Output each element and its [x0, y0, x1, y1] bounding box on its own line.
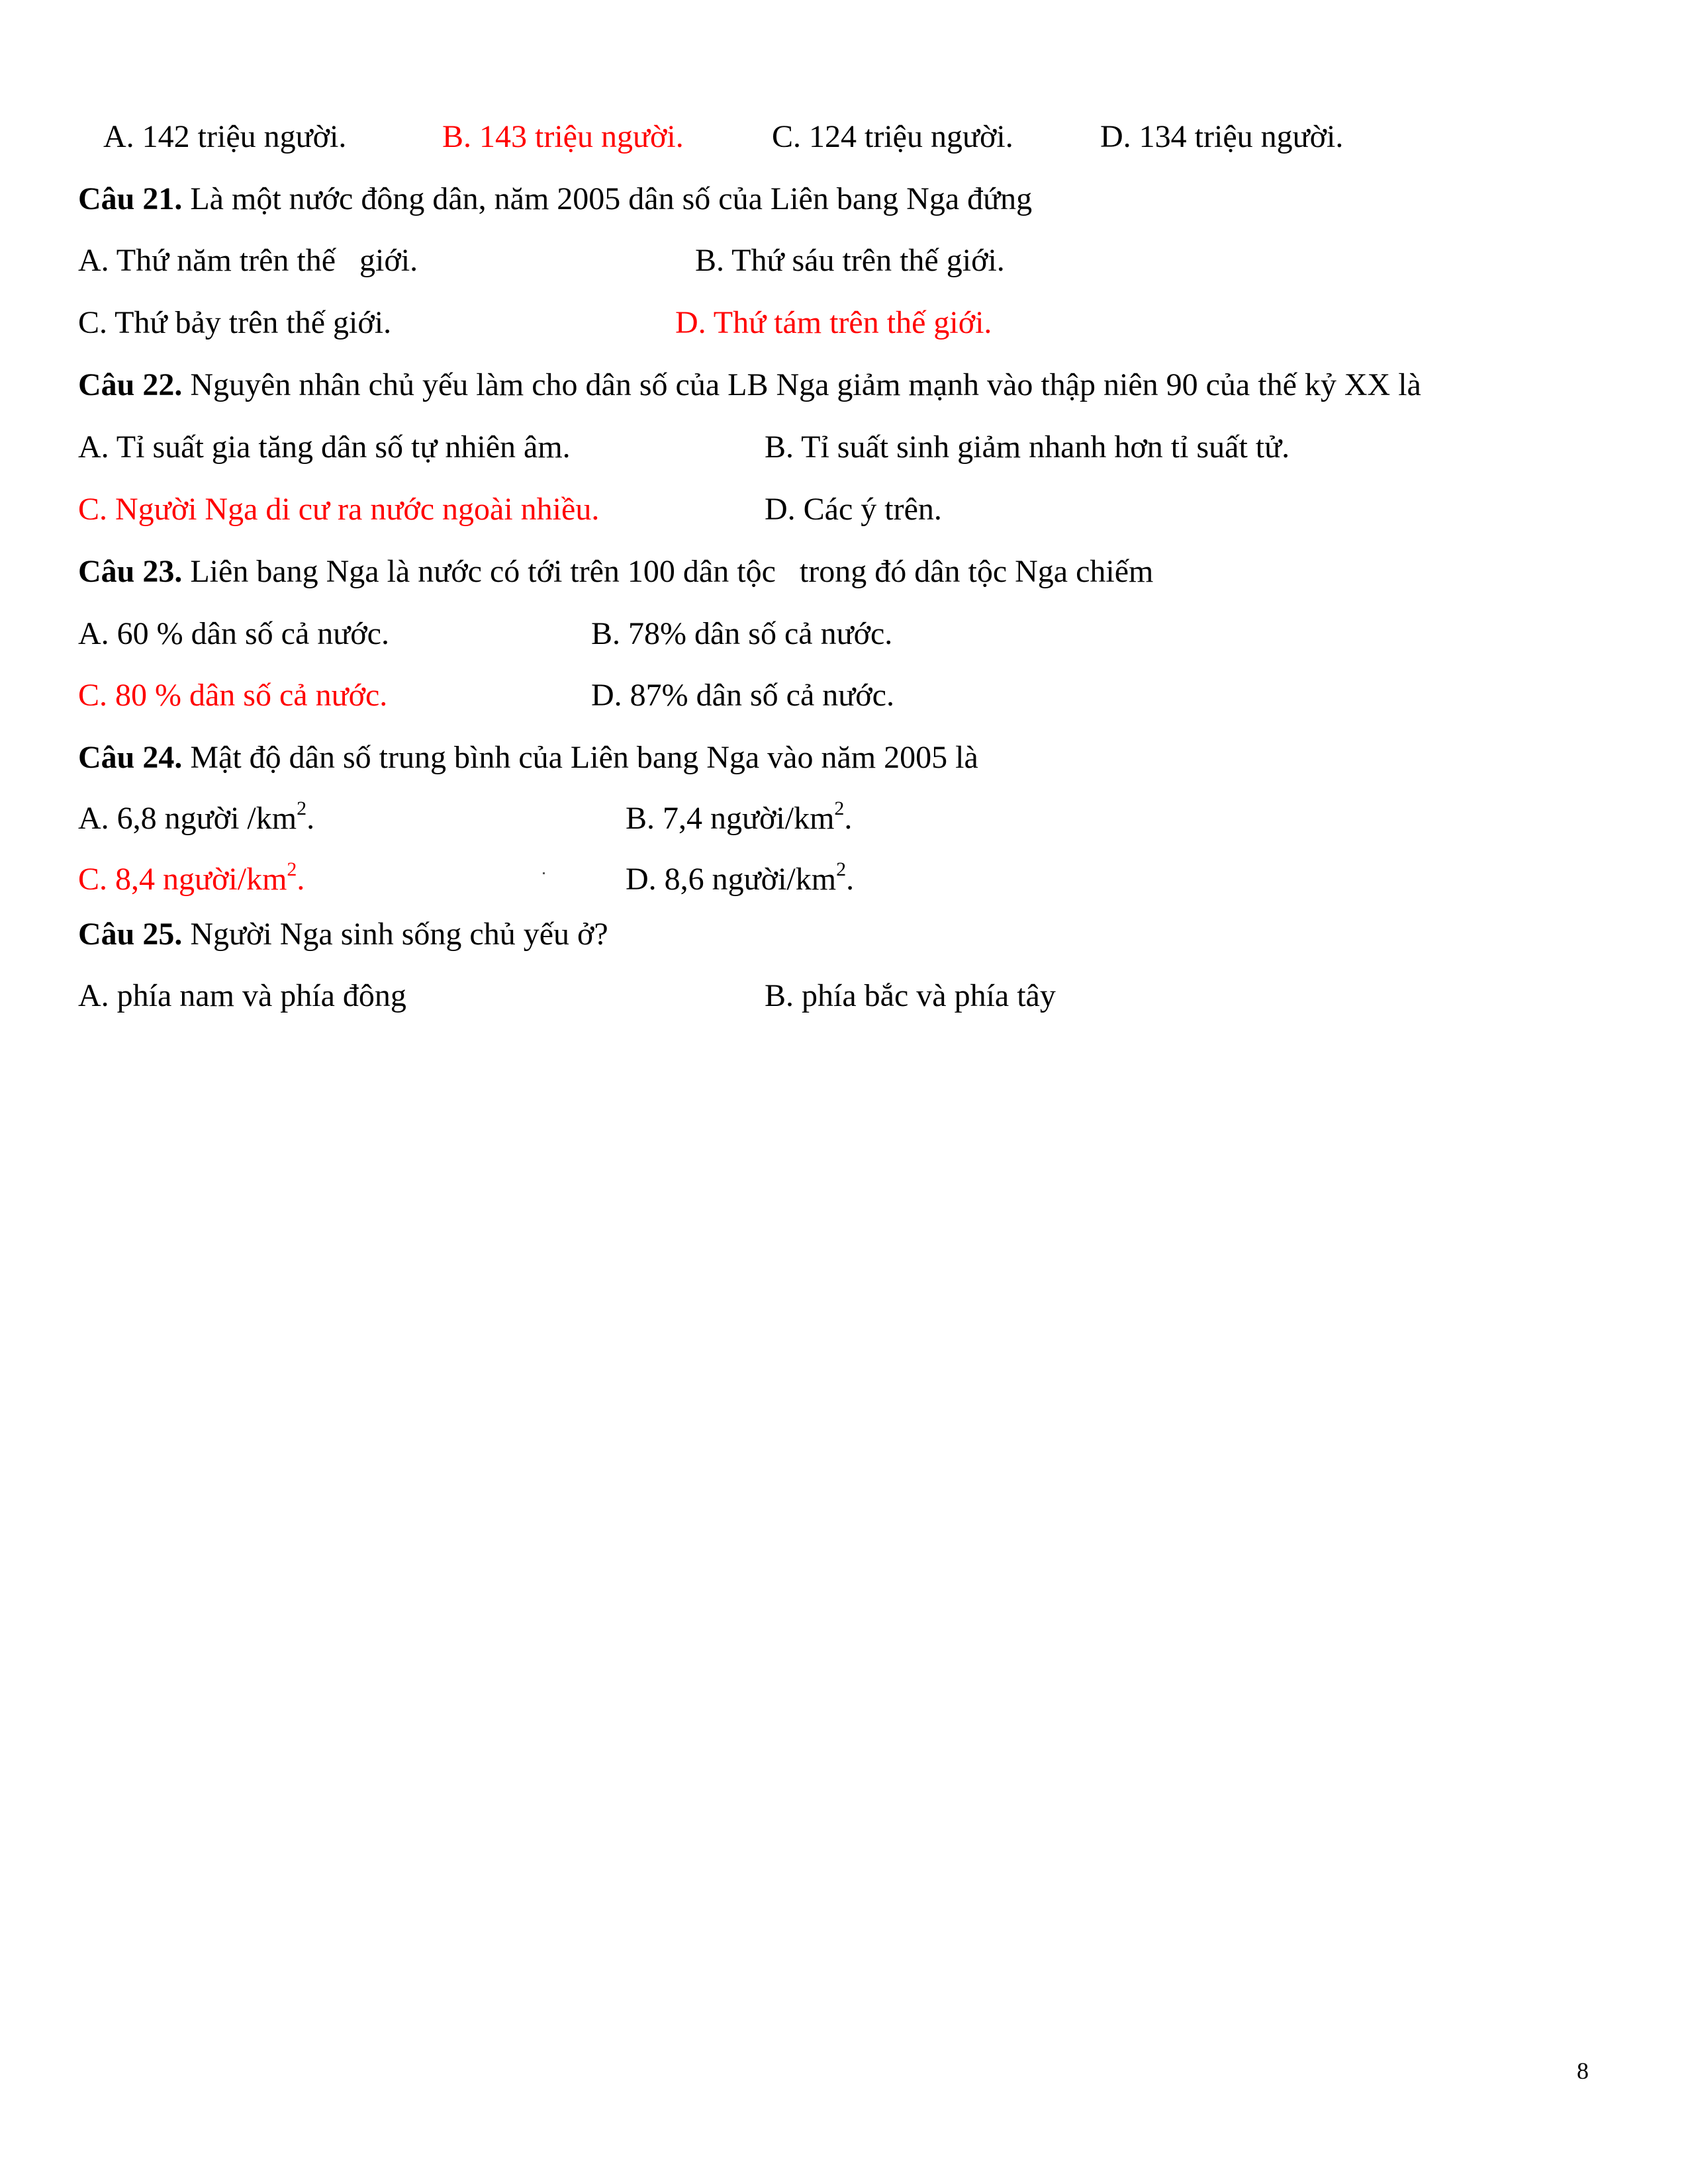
- q22-option-b: B. Tỉ suất sinh giảm nhanh hơn tỉ suất tử.: [765, 430, 1290, 465]
- q21-label: Câu 21.: [78, 181, 183, 216]
- q21-option-a: A. Thứ năm trên thế giới.: [78, 243, 418, 278]
- q21-option-b: B. Thứ sáu trên thế giới.: [695, 243, 1005, 278]
- q25-text: Người Nga sinh sống chủ yếu ở?: [182, 917, 608, 952]
- q23-option-a: A. 60 % dân số cả nước.: [78, 616, 389, 651]
- q25-stem: [78, 911, 608, 958]
- q20-option-b-correct: B. 143 triệu người.: [442, 119, 684, 154]
- q24-option-b-text: B. 7,4 người/km: [626, 801, 835, 836]
- q25-option-a: A. phía nam và phía đông: [78, 978, 406, 1013]
- q23-stem: [78, 549, 1153, 595]
- q22-option-a: A. Tỉ suất gia tăng dân số tự nhiên âm.: [78, 430, 571, 465]
- page-number: 8: [1577, 2058, 1589, 2084]
- q24-label: Câu 24.: [78, 740, 183, 775]
- q22-stem: [78, 362, 1421, 408]
- q21-option-c: C. Thứ bảy trên thế giới.: [78, 305, 392, 340]
- q24-option-d: [626, 856, 854, 903]
- q24-option-a-exponent: 2: [297, 797, 307, 819]
- q25-label: Câu 25.: [78, 917, 183, 952]
- q24-option-c-text: C. 8,4 người/km: [78, 862, 287, 897]
- q24-option-d-end: .: [846, 862, 855, 897]
- q22-option-d: D. Các ý trên.: [765, 492, 942, 527]
- q24-option-d-exponent: 2: [836, 858, 847, 880]
- q24-text: Mật độ dân số trung bình của Liên bang Nga vào năm 2005 là: [182, 740, 978, 775]
- q21-option-d-correct: D. Thứ tám trên thế giới.: [675, 305, 992, 340]
- q20-option-a: A. 142 triệu người.: [103, 119, 347, 154]
- q23-option-b: B. 78% dân số cả nước.: [591, 616, 893, 651]
- q24-option-d-text: D. 8,6 người/km: [626, 862, 837, 897]
- q24-option-b-exponent: 2: [834, 797, 845, 819]
- q24-option-c-end: .: [297, 862, 305, 897]
- q24-option-c-exponent: 2: [287, 858, 297, 880]
- q22-option-c-correct: C. Người Nga di cư ra nước ngoài nhiều.: [78, 492, 600, 527]
- q24-option-b-end: .: [844, 801, 853, 836]
- q20-option-d: D. 134 triệu người.: [1100, 119, 1344, 154]
- q24-option-a-end: .: [306, 801, 315, 836]
- q24-option-a-text: A. 6,8 người /km: [78, 801, 297, 836]
- q23-option-c-correct: C. 80 % dân số cả nước.: [78, 678, 388, 713]
- q20-option-c: C. 124 triệu người.: [772, 119, 1013, 154]
- stray-dot: [543, 872, 545, 874]
- q21-stem: [78, 176, 1032, 222]
- q25-option-b: B. phía bắc và phía tây: [765, 978, 1056, 1013]
- q23-text: Liên bang Nga là nước có tới trên 100 dân tộc trong đó dân tộc Nga chiếm: [182, 554, 1154, 589]
- q21-text: Là một nước đông dân, năm 2005 dân số của Liên bang Nga đứng: [182, 181, 1033, 216]
- q24-option-c-correct: [78, 856, 305, 903]
- q24-option-a: [78, 796, 314, 842]
- q22-label: Câu 22.: [78, 367, 183, 402]
- q24-stem: [78, 735, 978, 781]
- q22-text: Nguyên nhân chủ yếu làm cho dân số của LB Nga giảm mạnh vào thập niên 90 của thế kỷ XX là: [182, 367, 1421, 402]
- q24-option-b: [626, 796, 852, 842]
- q23-option-d: D. 87% dân số cả nước.: [591, 678, 894, 713]
- q23-label: Câu 23.: [78, 554, 183, 589]
